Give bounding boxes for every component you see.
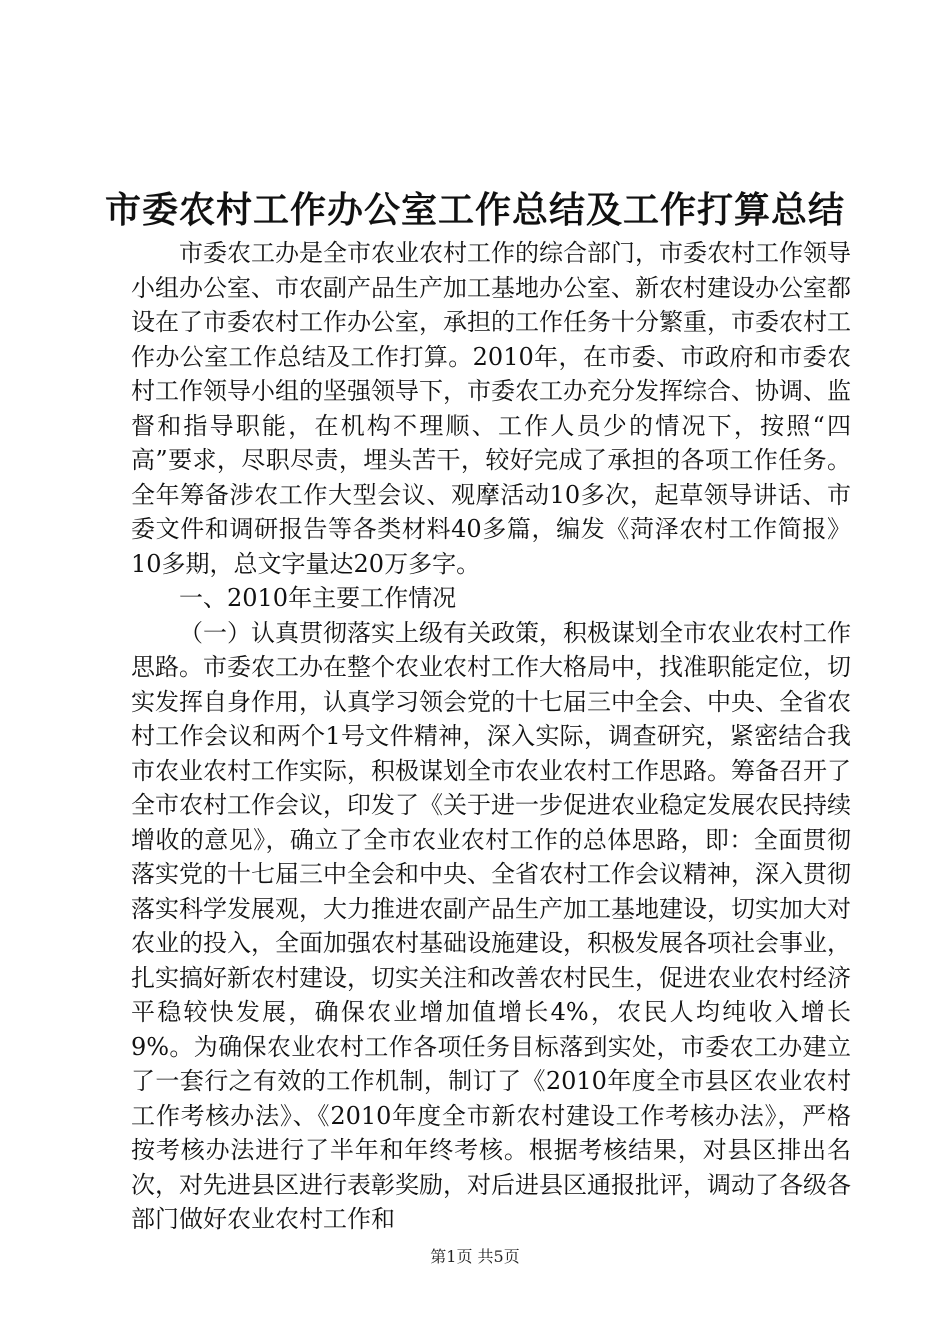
section-heading: 一、2010年主要工作情况	[179, 584, 457, 612]
body-paragraph-section-1: （一）认真贯彻落实上级有关政策，积极谋划全市农业农村工作思路。市委农工办在整个农业农村工作大格局中，找准职能定位，切实发挥自身作用，认真学习领会党的十七届三中全会、中央、全省农村工作会议和两个1号文件精神，深入实际，调查研究，紧密结合我市农业农村工作实际，积极谋划全市农业农村工作思路。筹备召开了全市农村工作会议，印发了《关于进一步促进农业稳定发展农民持续增收的意见》，确立了全市农业农村工作的总体思路，即：全面贯彻落实党的十七届三中全会和中央、全省农村工作会议精神，深入贯彻落实科学发展观，大力推进农副产品生产加工基地建设，切实加大对农业的投入，全面加强农村基础设施建设，积极发展各项社会事业，扎实搞好新农村建设，切实关注和改善农村民生，促进农业农村经济平稳较快发展，确保农业增加值增长4%，农民人均纯收入增长9%。为确保农业农村工作各项任务目标落到实处，市委农工办建立了一套行之有效的工作机制，制订了《2010年度全市县区农业农村工作考核办法》、《2010年度全市新农村建设工作考核办法》，严格按考核办法进行了半年和年终考核。根据考核结果，对县区排出名次，对先进县区进行表彰奖励，对后进县区通报批评，调动了各级各部门做好农业农村工作和	[131, 618, 851, 1233]
body-paragraph-intro: 市委农工办是全市农业农村工作的综合部门，市委农村工作领导小组办公室、市农副产品生产加工基地办公室、新农村建设办公室都设在了市委农村工作办公室，承担的工作任务十分繁重，市委农村工作办公室工作总结及工作打算。2010年，在市委、市政府和市委农村工作领导小组的坚强领导下，市委农工办充分发挥综合、协调、监督和指导职能，在机构不理顺、工作人员少的情况下，按照“四高”要求，尽职尽责，埋头苦干，较好完成了承担的各项工作任务。全年筹备涉农工作大型会议、观摩活动10多次，起草领导讲话、市委文件和调研报告等各类材料40多篇，编发《菏泽农村工作简报》10多期，总文字量达20万多字。	[131, 239, 851, 578]
document-title: 市委农村工作办公室工作总结及工作打算总结	[104, 189, 845, 231]
document-body	[131, 236, 851, 1237]
page-number-footer: 第1页 共5页	[430, 1247, 520, 1266]
